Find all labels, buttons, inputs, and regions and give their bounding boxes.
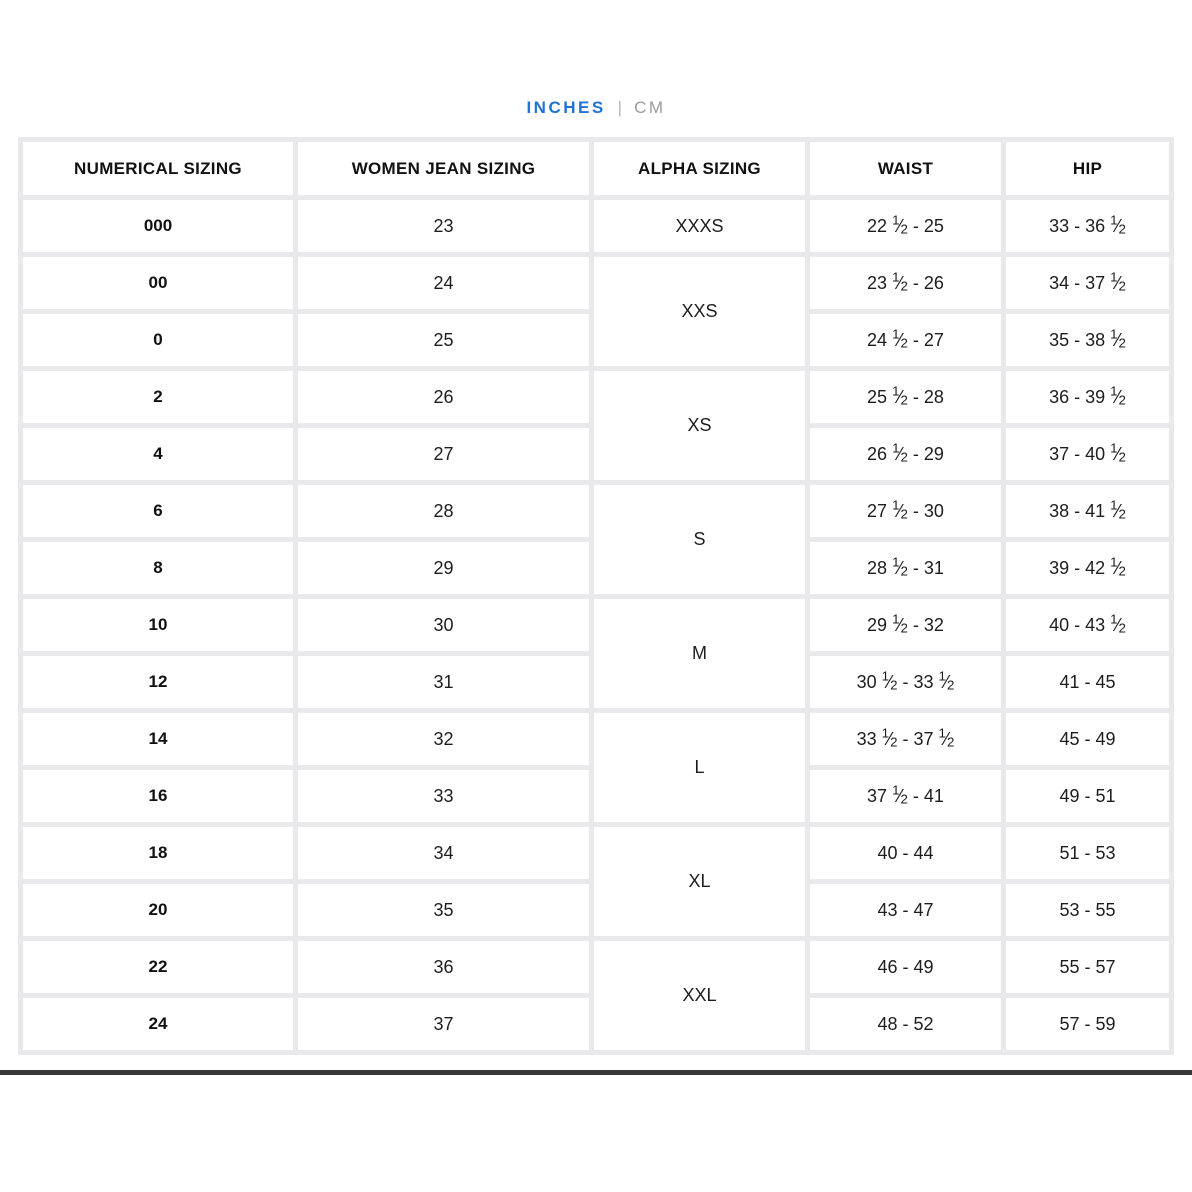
cell-jean-sizing: 30: [298, 599, 589, 651]
cell-numerical-sizing: 000: [23, 200, 293, 252]
cell-hip: 51 - 53: [1006, 827, 1169, 879]
unit-separator: |: [617, 98, 623, 117]
unit-inches-tab[interactable]: INCHES: [526, 98, 606, 117]
cell-alpha-sizing: XS: [594, 371, 805, 480]
cell-hip: 55 - 57: [1006, 941, 1169, 993]
cell-jean-sizing: 37: [298, 998, 589, 1050]
cell-hip: 57 - 59: [1006, 998, 1169, 1050]
cell-alpha-sizing: L: [594, 713, 805, 822]
cell-numerical-sizing: 8: [23, 542, 293, 594]
cell-hip: 39 - 42 $^1⁄_2$: [1006, 542, 1169, 594]
cell-waist: 37 $^1⁄_2 - 41$: [810, 770, 1001, 822]
cell-waist: 30 $^1⁄_2 - 33$ $^1⁄_2$: [810, 656, 1001, 708]
cell-alpha-sizing: S: [594, 485, 805, 594]
column-header-alpha-sizing: ALPHA SIZING: [594, 142, 805, 195]
cell-jean-sizing: 28: [298, 485, 589, 537]
cell-waist: 40 - 44: [810, 827, 1001, 879]
cell-waist: 27 $^1⁄_2 - 30$: [810, 485, 1001, 537]
cell-hip: 35 - 38 $^1⁄_2$: [1006, 314, 1169, 366]
cell-numerical-sizing: 22: [23, 941, 293, 993]
column-header-hip: HIP: [1006, 142, 1169, 195]
cell-jean-sizing: 24: [298, 257, 589, 309]
cell-numerical-sizing: 16: [23, 770, 293, 822]
cell-waist: 46 - 49: [810, 941, 1001, 993]
cell-jean-sizing: 26: [298, 371, 589, 423]
table-row: [23, 200, 1169, 252]
bottom-divider: [0, 1070, 1192, 1075]
header-row: [23, 142, 1169, 195]
cell-numerical-sizing: 20: [23, 884, 293, 936]
cell-numerical-sizing: 6: [23, 485, 293, 537]
table-row: [23, 599, 1169, 651]
cell-hip: 45 - 49: [1006, 713, 1169, 765]
cell-waist: 28 $^1⁄_2 - 31$: [810, 542, 1001, 594]
cell-alpha-sizing: XXL: [594, 941, 805, 1050]
cell-hip: 38 - 41 $^1⁄_2$: [1006, 485, 1169, 537]
cell-waist: 43 - 47: [810, 884, 1001, 936]
column-header-women-jean-sizing: WOMEN JEAN SIZING: [298, 142, 589, 195]
cell-alpha-sizing: M: [594, 599, 805, 708]
cell-hip: 53 - 55: [1006, 884, 1169, 936]
cell-jean-sizing: 36: [298, 941, 589, 993]
cell-jean-sizing: 29: [298, 542, 589, 594]
cell-waist: 24 $^1⁄_2 - 27$: [810, 314, 1001, 366]
cell-hip: 41 - 45: [1006, 656, 1169, 708]
cell-numerical-sizing: 14: [23, 713, 293, 765]
cell-hip: 37 - 40 $^1⁄_2$: [1006, 428, 1169, 480]
size-chart-table: [18, 137, 1174, 1055]
cell-numerical-sizing: 12: [23, 656, 293, 708]
cell-waist: 48 - 52: [810, 998, 1001, 1050]
cell-hip: 49 - 51: [1006, 770, 1169, 822]
cell-numerical-sizing: 18: [23, 827, 293, 879]
cell-jean-sizing: 33: [298, 770, 589, 822]
cell-numerical-sizing: 4: [23, 428, 293, 480]
cell-jean-sizing: 32: [298, 713, 589, 765]
cell-hip: 33 - 36 $^1⁄_2$: [1006, 200, 1169, 252]
cell-numerical-sizing: 24: [23, 998, 293, 1050]
cell-jean-sizing: 27: [298, 428, 589, 480]
column-header-numerical-sizing: NUMERICAL SIZING: [23, 142, 293, 195]
cell-waist: 23 $^1⁄_2 - 26$: [810, 257, 1001, 309]
unit-toggle: [0, 0, 1192, 118]
cell-waist: 29 $^1⁄_2 - 32$: [810, 599, 1001, 651]
cell-waist: 22 $^1⁄_2 - 25$: [810, 200, 1001, 252]
cell-jean-sizing: 34: [298, 827, 589, 879]
cell-jean-sizing: 25: [298, 314, 589, 366]
cell-waist: 26 $^1⁄_2 - 29$: [810, 428, 1001, 480]
table-row: [23, 941, 1169, 993]
table-row: [23, 827, 1169, 879]
cell-alpha-sizing: XL: [594, 827, 805, 936]
cell-numerical-sizing: 2: [23, 371, 293, 423]
cell-numerical-sizing: 0: [23, 314, 293, 366]
table-row: [23, 713, 1169, 765]
cell-jean-sizing: 35: [298, 884, 589, 936]
unit-cm-tab[interactable]: CM: [634, 98, 666, 117]
cell-hip: 36 - 39 $^1⁄_2$: [1006, 371, 1169, 423]
table-row: [23, 485, 1169, 537]
cell-hip: 40 - 43 $^1⁄_2$: [1006, 599, 1169, 651]
cell-waist: 33 $^1⁄_2 - 37$ $^1⁄_2$: [810, 713, 1001, 765]
table-row: [23, 371, 1169, 423]
cell-alpha-sizing: XXS: [594, 257, 805, 366]
cell-numerical-sizing: 10: [23, 599, 293, 651]
table-row: [23, 257, 1169, 309]
column-header-waist: WAIST: [810, 142, 1001, 195]
cell-waist: 25 $^1⁄_2 - 28$: [810, 371, 1001, 423]
cell-jean-sizing: 23: [298, 200, 589, 252]
cell-hip: 34 - 37 $^1⁄_2$: [1006, 257, 1169, 309]
cell-numerical-sizing: 00: [23, 257, 293, 309]
cell-alpha-sizing: XXXS: [594, 200, 805, 252]
cell-jean-sizing: 31: [298, 656, 589, 708]
